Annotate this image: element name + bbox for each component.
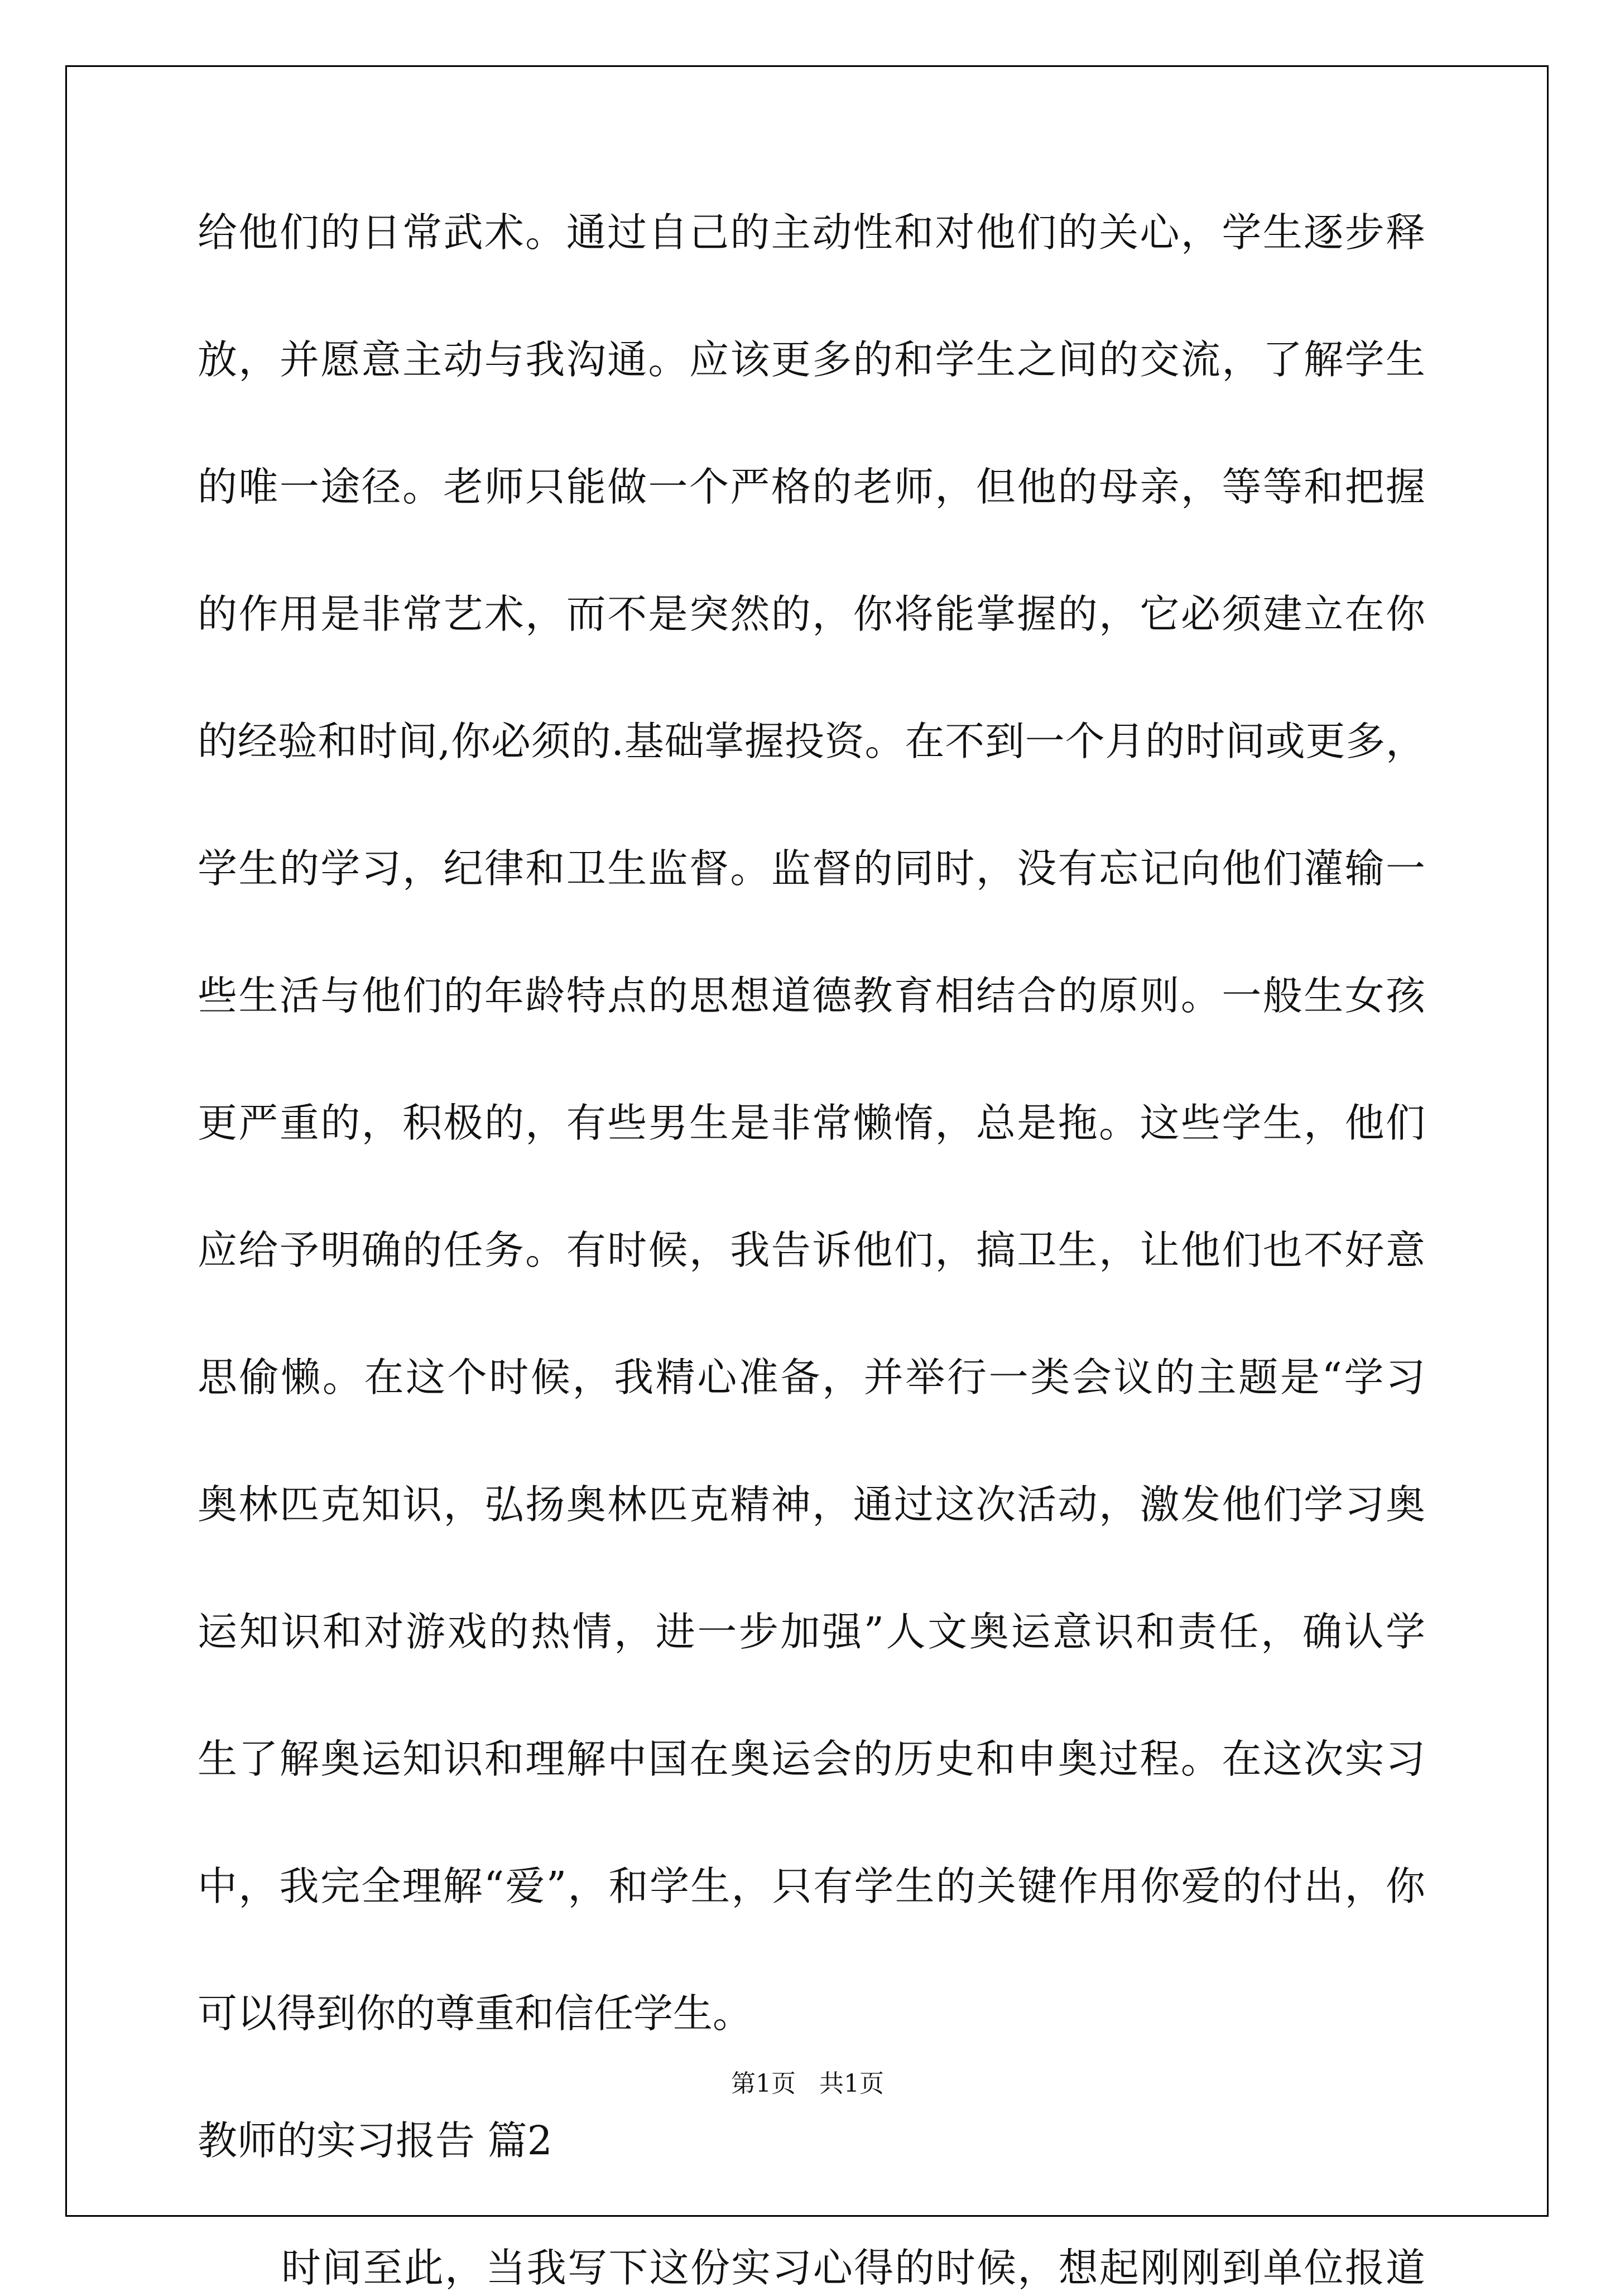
body-line-3: 的唯一途径。老师只能做一个严格的老师，但他的母亲，等等和把握 xyxy=(198,464,1425,510)
body-line-12: 运知识和对游戏的热情，进一步加强”人文奥运意识和责任，确认学 xyxy=(198,1609,1425,1655)
body-line-1: 给他们的日常武术。通过自己的主动性和对他们的关心，学生逐步释 xyxy=(198,209,1425,256)
body-line-10: 思偷懒。在这个时候，我精心准备，并举行一类会议的主题是“学习 xyxy=(198,1354,1425,1400)
body-line-11: 奥林匹克知识，弘扬奥林匹克精神，通过这次活动，激发他们学习奥 xyxy=(198,1481,1425,1528)
body-line-14: 中，我完全理解“爱”，和学生，只有学生的关键作用你爱的付出，你 xyxy=(198,1863,1425,1909)
body-line-5: 的经验和时间,你必须的.基础掌握投资。在不到一个月的时间或更多， xyxy=(198,718,1425,764)
body-line-15: 可以得到你的尊重和信任学生。 xyxy=(198,1990,753,2037)
body-line-4: 的作用是非常艺术，而不是突然的，你将能掌握的，它必须建立在你 xyxy=(198,591,1425,637)
body-line-9: 应给予明确的任务。有时候，我告诉他们，搞卫生，让他们也不好意 xyxy=(198,1227,1425,1273)
body-line-8: 更严重的，积极的，有些男生是非常懒惰，总是拖。这些学生，他们 xyxy=(198,1100,1425,1146)
body-line-6: 学生的学习，纪律和卫生监督。监督的同时，没有忘记向他们灌输一 xyxy=(198,845,1425,892)
paragraph-first-line: 时间至此，当我写下这份实习心得的时候，想起刚刚到单位报道 xyxy=(281,2245,1425,2291)
body-line-2: 放，并愿意主动与我沟通。应该更多的和学生之间的交流，了解学生 xyxy=(198,336,1425,383)
body-line-7: 些生活与他们的年龄特点的思想道德教育相结合的原则。一般生女孩 xyxy=(198,973,1425,1019)
body-line-13: 生了解奥运知识和理解中国在奥运会的历史和申奥过程。在这次实习 xyxy=(198,1736,1425,1782)
page-footer: 第1页 共1页 xyxy=(731,2069,884,2098)
section-heading: 教师的实习报告 篇2 xyxy=(198,2117,552,2164)
